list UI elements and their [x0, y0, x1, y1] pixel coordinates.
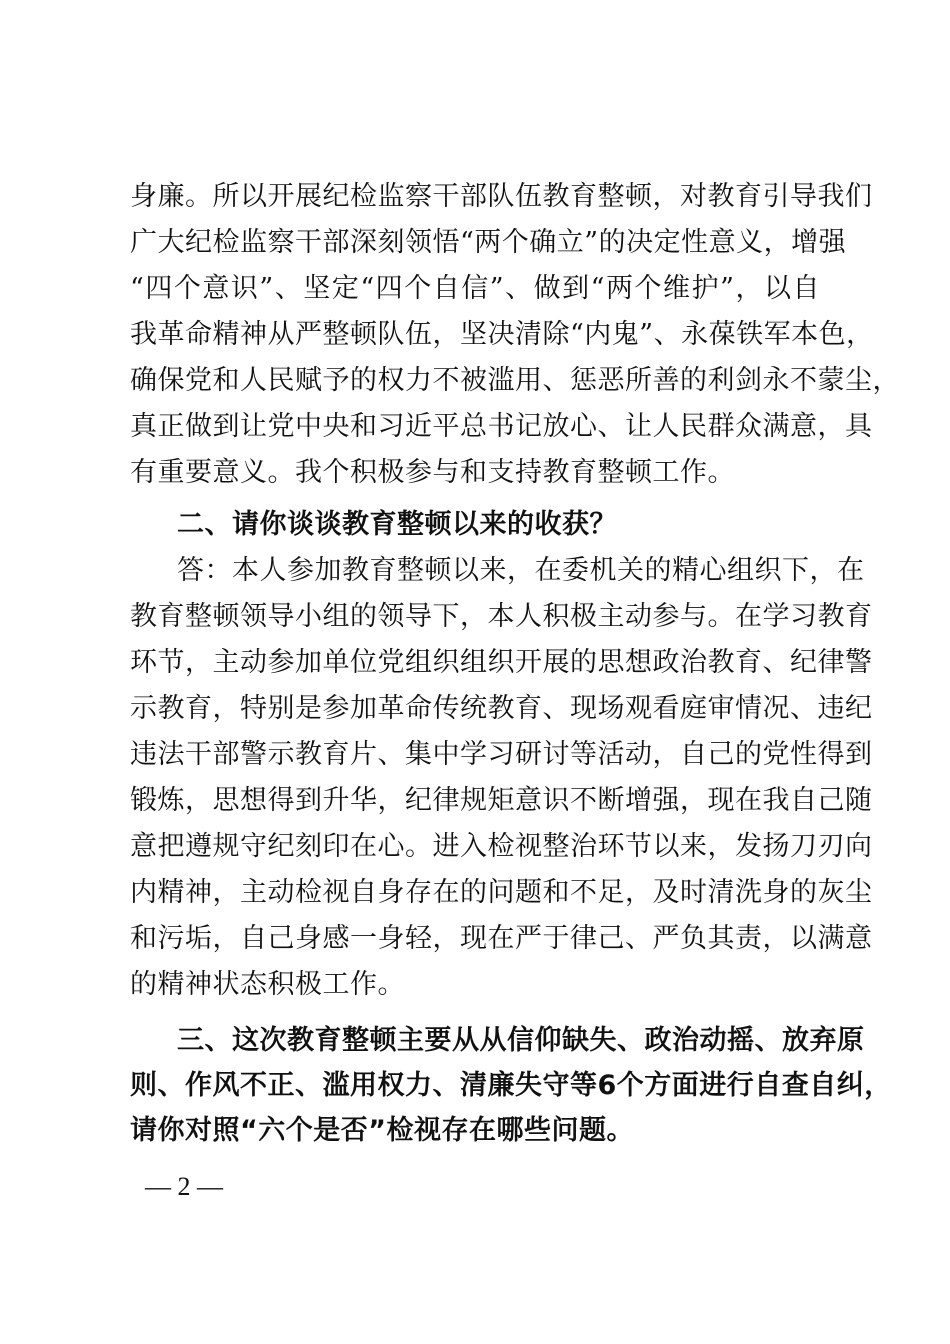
question-heading-line: 则、作风不正、滥用权力、清廉失守等6个方面进行自查自纠，	[130, 1070, 892, 1101]
question-heading-line: 三、这次教育整顿主要从从信仰缺失、政治动摇、放弃原	[177, 1025, 865, 1056]
text-line: 和污垢，自己身感一身轻，现在严于律己、严负其责，以满意	[130, 923, 873, 954]
document-body	[130, 174, 900, 1153]
text-line: “四个意识”、坚定“四个自信”、做到“两个维护”，以自	[130, 273, 820, 304]
page-number: — 2 —	[145, 1172, 223, 1201]
text-line: 我革命精神从严整顿队伍，坚决清除“内鬼”、永葆铁军本色，	[130, 319, 874, 350]
text-line: 内精神，主动检视自身存在的问题和不足，及时清洗身的灰尘	[130, 877, 873, 908]
text-line: 锻炼，思想得到升华，纪律规矩意识不断增强，现在我自己随	[130, 785, 873, 816]
text-line: 环节，主动参加单位党组织组织开展的思想政治教育、纪律警	[130, 647, 873, 678]
text-line: 广大纪检监察干部深刻领悟“两个确立”的决定性意义，增强	[130, 227, 847, 258]
question-heading: 二、请你谈谈教育整顿以来的收获？	[177, 509, 617, 540]
text-line: 的精神状态积极工作。	[130, 969, 405, 1000]
paragraph-1	[130, 174, 900, 496]
text-line: 答：本人参加教育整顿以来，在委机关的精心组织下，在	[177, 555, 865, 586]
text-line: 身廉。所以开展纪检监察干部队伍教育整顿，对教育引导我们	[130, 181, 873, 212]
answer-2	[130, 548, 873, 1008]
text-line: 违法干部警示教育片、集中学习研讨等活动，自己的党性得到	[130, 739, 873, 770]
section-heading-2	[130, 502, 820, 548]
text-line: 教育整顿领导小组的领导下，本人积极主动参与。在学习教育	[130, 601, 873, 632]
text-line: 确保党和人民赋予的权力不被滥用、惩恶所善的利剑永不蒙尘，	[130, 365, 900, 396]
text-line: 意把遵规守纪刻印在心。进入检视整治环节以来，发扬刀刃向	[130, 831, 873, 862]
text-line: 示教育，特别是参加革命传统教育、现场观看庭审情况、违纪	[130, 693, 873, 724]
section-heading-3	[130, 1018, 892, 1153]
text-line: 真正做到让党中央和习近平总书记放心、让人民群众满意，具	[130, 411, 873, 442]
question-heading-line: 请你对照“六个是否”检视存在哪些问题。	[130, 1115, 634, 1146]
text-line: 有重要意义。我个积极参与和支持教育整顿工作。	[130, 457, 735, 488]
